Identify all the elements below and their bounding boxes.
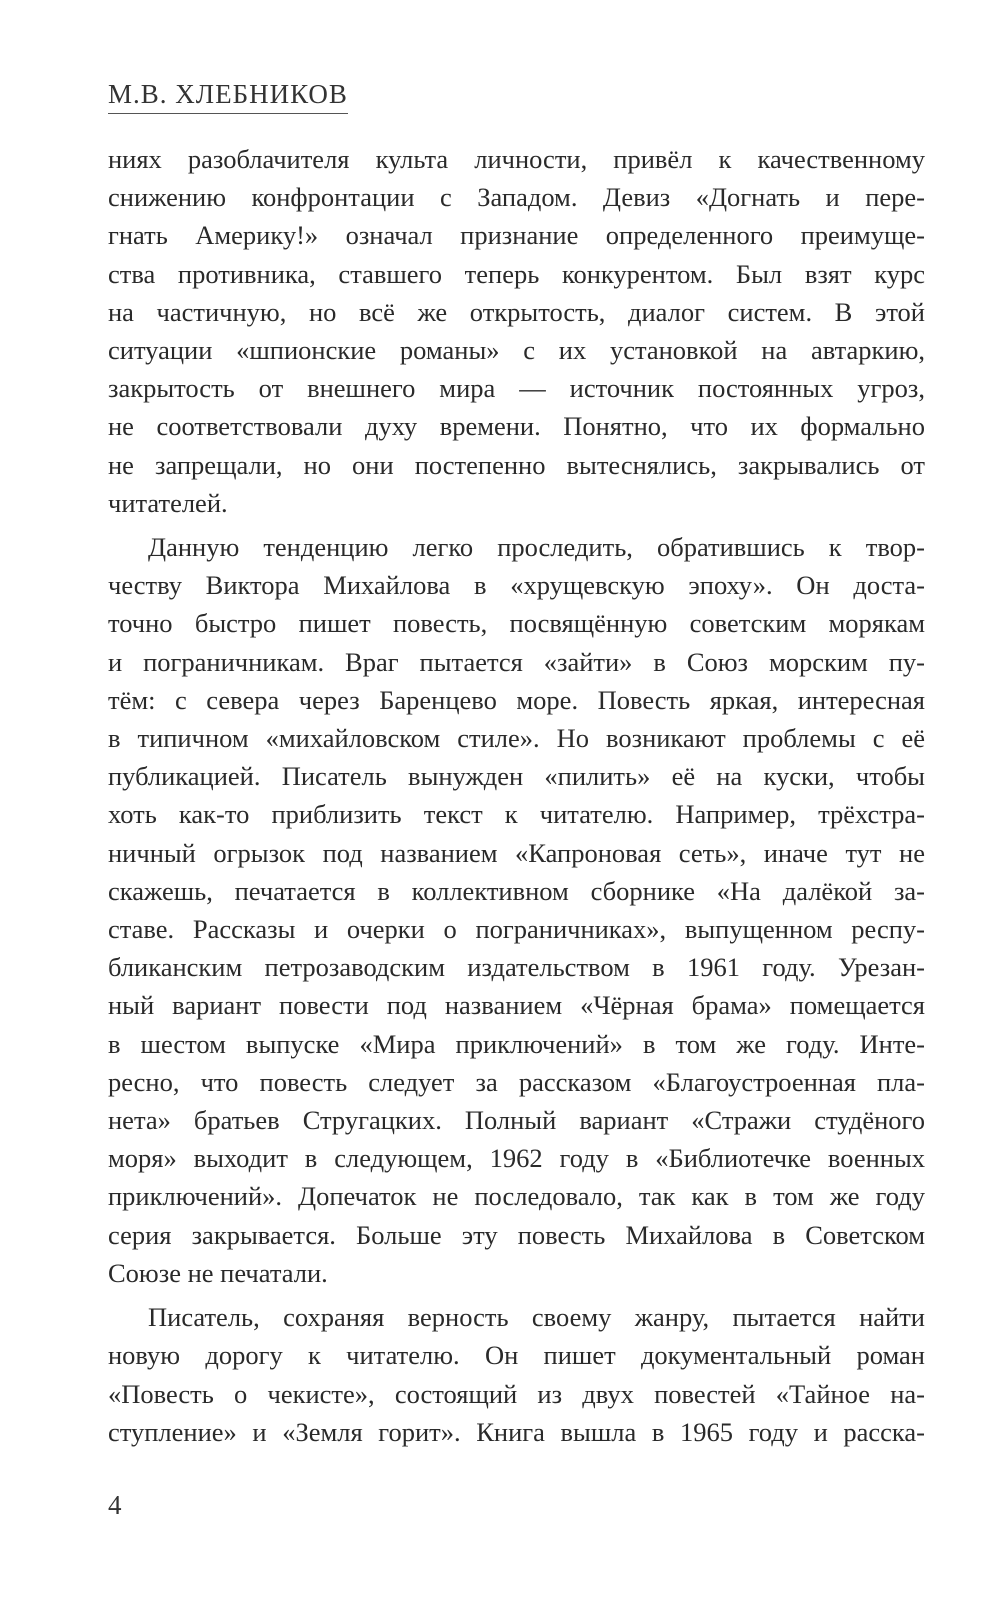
text-line: закрытость от внешнего мира — источник постоянных угроз,	[108, 373, 925, 404]
text-line: Союзе не печатали.	[108, 1257, 328, 1288]
text-line: читателей.	[108, 487, 228, 518]
text-line: тём: с севера через Баренцево море. Повесть яркая, интересная	[108, 684, 925, 715]
text-line: ства противника, ставшего теперь конкурентом. Был взят курс	[108, 258, 925, 289]
text-line: нета» братьев Стругацких. Полный вариант «Стражи студёного	[108, 1105, 925, 1136]
text-line: Писатель, сохраняя верность своему жанру, пытается найти	[148, 1302, 925, 1333]
text-line: ресно, что повесть следует за рассказом «Благоустроенная пла-	[108, 1066, 925, 1097]
text-line: ситуации «шпионские романы» с их установкой на автаркию,	[108, 335, 925, 366]
text-line: ный вариант повести под названием «Чёрная брама» помещается	[108, 990, 925, 1021]
text-line: ставе. Рассказы и очерки о пограничниках», выпущенном респу-	[108, 914, 925, 945]
body-text	[108, 140, 925, 1457]
text-line: в шестом выпуске «Мира приключений» в том же году. Инте-	[108, 1028, 925, 1059]
text-line: хоть как-то приблизить текст к читателю. Например, трёхстра-	[108, 799, 925, 830]
text-line: гнать Америку!» означал признание определенного преимуще-	[108, 220, 925, 251]
text-line: на частичную, но всё же открытость, диалог систем. В этой	[108, 296, 925, 327]
text-line: «Повесть о чекисте», состоящий из двух повестей «Тайное на-	[108, 1378, 925, 1409]
page-number: 4	[108, 1490, 122, 1520]
text-line: новую дорогу к читателю. Он пишет документальный роман	[108, 1340, 925, 1371]
text-line: честву Виктора Михайлова в «хрущевскую эпоху». Он доста-	[108, 570, 925, 601]
text-line: приключений». Допечаток не последовало, так как в том же году	[108, 1181, 925, 1212]
text-line: снижению конфронтации с Западом. Девиз «Догнать и пере-	[108, 182, 925, 213]
text-line: точно быстро пишет повесть, посвящённую советским морякам	[108, 608, 925, 639]
running-header-author: М.В. ХЛЕБНИКОВ	[108, 78, 348, 114]
text-line: моря» выходит в следующем, 1962 году в «Библиотечке военных	[108, 1143, 925, 1174]
paragraph-3	[108, 1298, 925, 1451]
text-line: ниях разоблачителя культа личности, привёл к качественному	[108, 144, 925, 174]
text-line: ступление» и «Земля горит». Книга вышла в 1965 году и расска-	[108, 1416, 925, 1447]
text-line: публикацией. Писатель вынужден «пилить» её на куски, чтобы	[108, 761, 925, 792]
text-line: не соответствовали духу времени. Понятно, что их формально	[108, 411, 925, 442]
paragraph-1	[108, 140, 925, 522]
text-line: скажешь, печатается в коллективном сборнике «На далёкой за-	[108, 875, 925, 906]
text-line: ничный огрызок под названием «Капроновая сеть», иначе тут не	[108, 837, 925, 868]
text-line: и пограничникам. Враг пытается «зайти» в Союз морским пу-	[108, 646, 925, 677]
text-line: бликанским петрозаводским издательством в 1961 году. Урезан-	[108, 952, 925, 983]
text-line: в типичном «михайловском стиле». Но возникают проблемы с её	[108, 723, 925, 754]
text-line: Данную тенденцию легко проследить, обратившись к твор-	[148, 532, 925, 563]
paragraph-2	[108, 528, 925, 1292]
text-line: серия закрывается. Больше эту повесть Михайлова в Советском	[108, 1219, 925, 1250]
text-line: не запрещали, но они постепенно вытеснялись, закрывались от	[108, 449, 925, 480]
